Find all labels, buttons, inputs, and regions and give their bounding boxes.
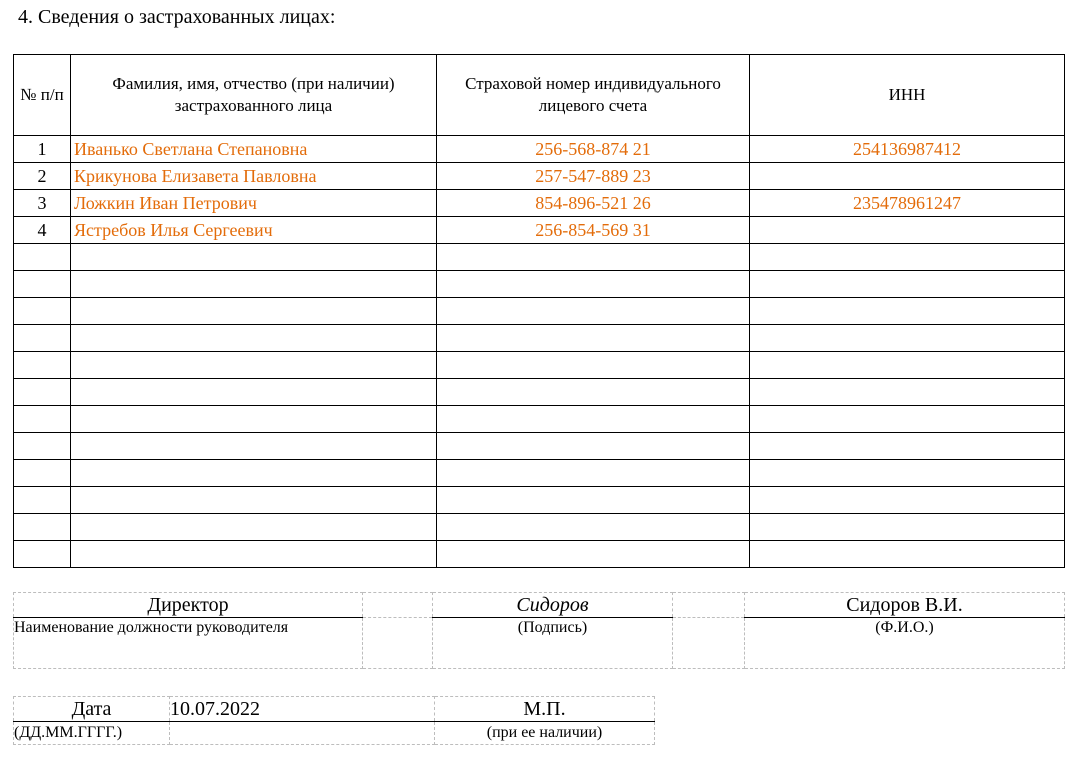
cell-inn[interactable] [750,244,1065,271]
table-row-empty [14,460,1065,487]
cell-snils[interactable]: 854-896-521 26 [437,190,750,217]
table-row-empty [14,298,1065,325]
fio-caption: (Ф.И.О.) [745,618,1065,669]
cell-snils[interactable] [437,379,750,406]
spacer-cell [363,618,433,669]
cell-num[interactable] [14,244,71,271]
table-row-empty [14,541,1065,568]
cell-snils[interactable] [437,514,750,541]
table-row-empty [14,514,1065,541]
cell-num[interactable] [14,379,71,406]
spacer-cell [363,593,433,618]
cell-snils[interactable] [437,325,750,352]
cell-name[interactable] [71,514,437,541]
cell-num[interactable] [14,514,71,541]
date-label: Дата [14,697,170,722]
cell-snils[interactable] [437,298,750,325]
cell-name[interactable] [71,487,437,514]
header-num: № п/п [14,55,71,136]
cell-name[interactable]: Ложкин Иван Петрович [71,190,437,217]
cell-inn[interactable] [750,271,1065,298]
cell-name[interactable] [71,460,437,487]
stamp-caption: (при ее наличии) [435,722,655,745]
table-body [14,136,1065,568]
table-row-empty [14,325,1065,352]
cell-snils[interactable] [437,406,750,433]
cell-num[interactable] [14,271,71,298]
cell-inn[interactable]: 235478961247 [750,190,1065,217]
signature-block [13,592,1065,669]
table-row-empty [14,244,1065,271]
table-row-empty [14,487,1065,514]
cell-name[interactable] [71,298,437,325]
table-row-empty [14,406,1065,433]
spacer-cell [170,722,435,745]
table-row [14,136,1065,163]
cell-inn[interactable] [750,217,1065,244]
header-name: Фамилия, имя, отчество (при наличии) застрахованного лица [71,55,437,136]
cell-snils[interactable] [437,271,750,298]
cell-num[interactable] [14,541,71,568]
cell-num[interactable] [14,487,71,514]
cell-name[interactable]: Крикунова Елизавета Павловна [71,163,437,190]
cell-name[interactable]: Ястребов Илья Сергеевич [71,217,437,244]
cell-num[interactable] [14,433,71,460]
signature-caption: (Подпись) [433,618,673,669]
cell-num[interactable]: 2 [14,163,71,190]
cell-inn[interactable] [750,379,1065,406]
cell-num[interactable] [14,352,71,379]
insured-persons-table [13,54,1065,568]
cell-num[interactable]: 1 [14,136,71,163]
table-row-empty [14,352,1065,379]
cell-inn[interactable] [750,514,1065,541]
date-block [13,696,655,745]
cell-snils[interactable] [437,433,750,460]
cell-name[interactable] [71,379,437,406]
cell-num[interactable] [14,325,71,352]
cell-num[interactable]: 3 [14,190,71,217]
table-header-row [14,55,1065,136]
table-row-empty [14,271,1065,298]
cell-num[interactable] [14,298,71,325]
cell-inn[interactable] [750,460,1065,487]
date-caption: (ДД.ММ.ГГГГ.) [14,722,170,745]
cell-inn[interactable] [750,298,1065,325]
cell-name[interactable] [71,352,437,379]
spacer-cell [673,593,745,618]
signature-value[interactable]: Сидоров [433,593,673,618]
cell-inn[interactable] [750,325,1065,352]
spacer-cell [673,618,745,669]
fio-value[interactable]: Сидоров В.И. [745,593,1065,618]
position-value[interactable]: Директор [14,593,363,618]
cell-name[interactable] [71,271,437,298]
header-inn: ИНН [750,55,1065,136]
cell-num[interactable]: 4 [14,217,71,244]
stamp-label: М.П. [435,697,655,722]
cell-name[interactable] [71,541,437,568]
header-snils: Страховой номер индивидуального лицевого счета [437,55,750,136]
cell-name[interactable] [71,244,437,271]
date-value[interactable]: 10.07.2022 [170,697,435,722]
cell-snils[interactable] [437,244,750,271]
cell-snils[interactable]: 257-547-889 23 [437,163,750,190]
table-row-empty [14,433,1065,460]
cell-inn[interactable] [750,406,1065,433]
position-caption: Наименование должности руководителя [14,618,363,669]
table-row [14,163,1065,190]
cell-inn[interactable] [750,163,1065,190]
cell-inn[interactable] [750,487,1065,514]
table-row [14,190,1065,217]
cell-snils[interactable] [437,460,750,487]
cell-inn[interactable] [750,433,1065,460]
cell-snils[interactable] [437,487,750,514]
cell-name[interactable] [71,433,437,460]
section-title: 4. Сведения о застрахованных лицах: [18,6,336,28]
cell-inn[interactable] [750,352,1065,379]
table-row-empty [14,379,1065,406]
cell-snils[interactable]: 256-568-874 21 [437,136,750,163]
cell-num[interactable] [14,406,71,433]
cell-snils[interactable] [437,352,750,379]
cell-snils[interactable]: 256-854-569 31 [437,217,750,244]
cell-snils[interactable] [437,541,750,568]
cell-num[interactable] [14,460,71,487]
cell-name[interactable] [71,406,437,433]
cell-inn[interactable]: 254136987412 [750,136,1065,163]
cell-name[interactable] [71,325,437,352]
cell-name[interactable]: Иванько Светлана Степановна [71,136,437,163]
table-row [14,217,1065,244]
cell-inn[interactable] [750,541,1065,568]
